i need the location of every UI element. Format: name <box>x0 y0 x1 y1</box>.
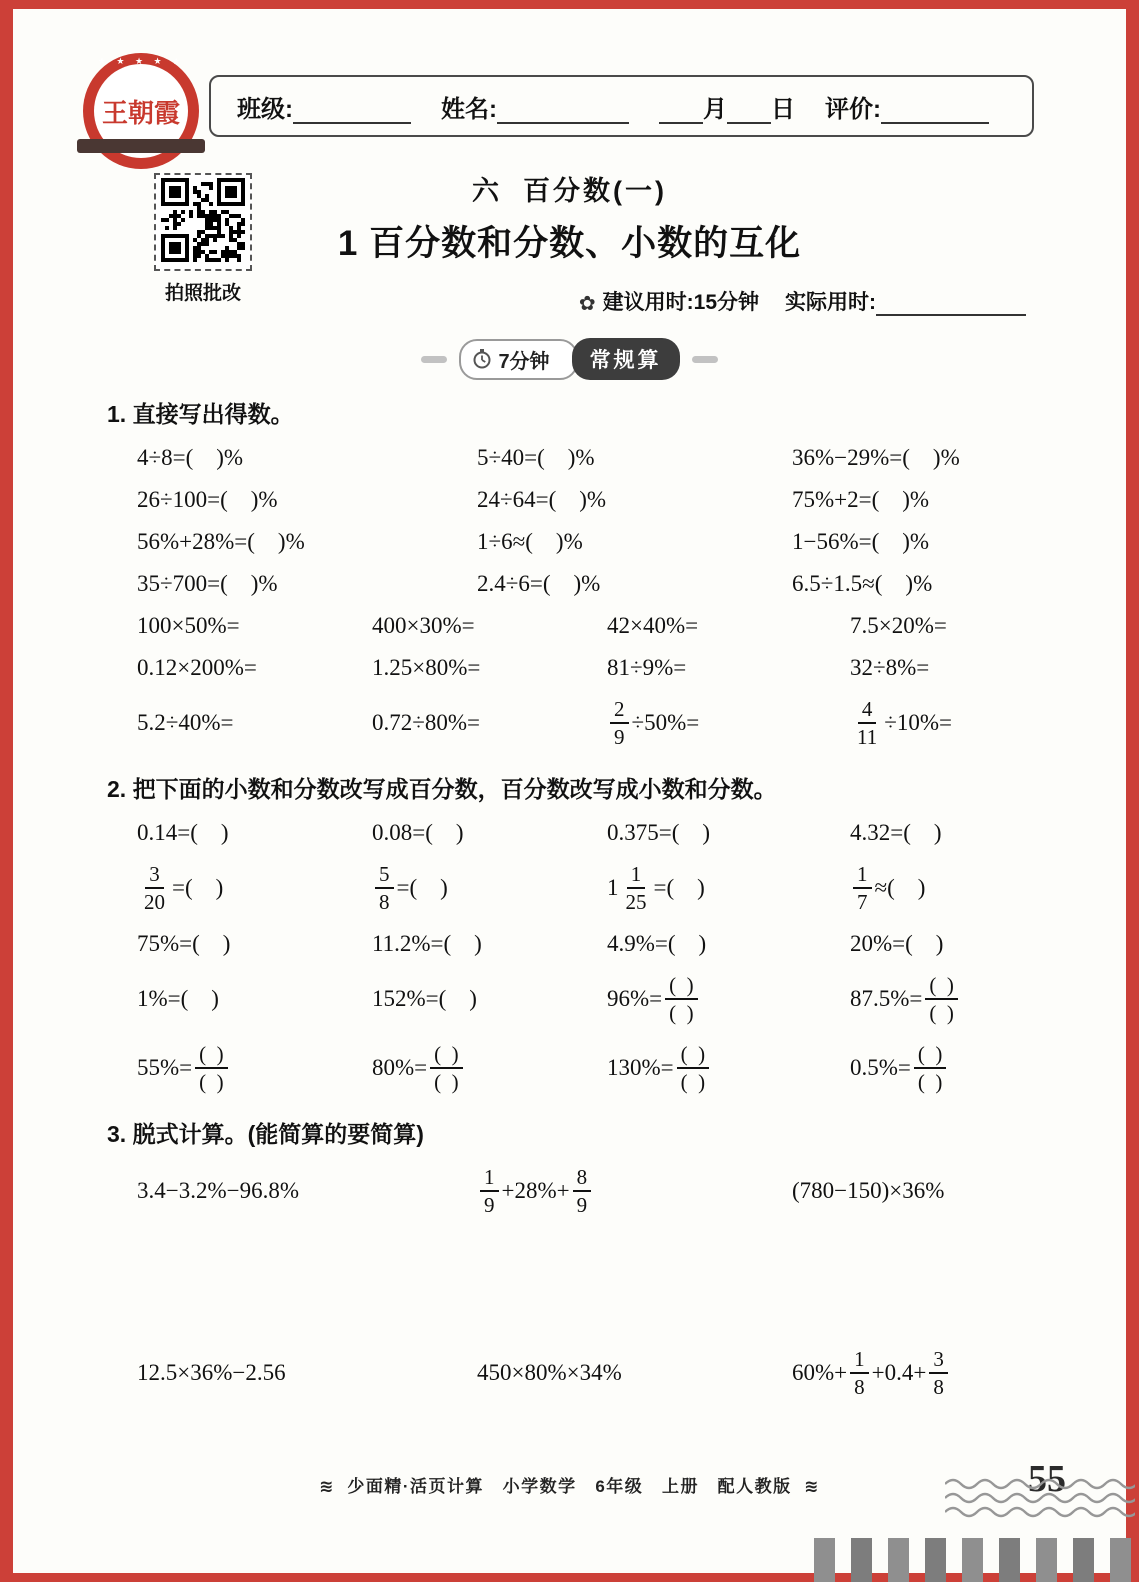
math-problem: 56%+28%=( )% <box>137 528 305 554</box>
math-problem: 26÷100=( )% <box>137 486 278 512</box>
unit-title: 六 百分数(一) <box>472 176 667 206</box>
math-problem: 1÷6≈( )% <box>477 528 583 554</box>
math-problem: 0.14=( ) <box>137 819 229 845</box>
calibration-bar <box>888 1538 909 1582</box>
decorative-bar <box>421 356 447 363</box>
logo-emblem <box>83 53 199 169</box>
math-problem: $\frac{1}{9}$ +28%+ $\frac{8}{9}$ <box>477 1165 792 1217</box>
math-problem: $\frac{2}{9}$ ÷50%= <box>607 697 850 749</box>
problem-section <box>107 1116 1090 1405</box>
problem-row <box>137 967 1090 1031</box>
math-problem: $\frac{4}{11}$ ÷10%= <box>850 697 1090 749</box>
problem-section <box>107 396 1090 755</box>
math-problem: 7.5×20%= <box>850 612 947 638</box>
wave-decoration <box>945 1476 1135 1524</box>
math-problem: 12.5×36%−2.56 <box>137 1360 286 1385</box>
math-problem: 75%+2=( )% <box>792 486 930 512</box>
calibration-bar <box>925 1538 946 1582</box>
problem-row <box>137 1036 1090 1100</box>
section-heading: 3. 脱式计算。(能简算的要简算) <box>107 1121 424 1147</box>
actual-time-blank <box>876 288 1026 316</box>
fraction: $\frac{( )}{( )}$ <box>914 1042 947 1094</box>
actual-time-label: 实际用时: <box>785 291 876 314</box>
math-problem: 35÷700=( )% <box>137 570 278 596</box>
print-calibration-bars <box>814 1538 1131 1582</box>
calibration-bar <box>1073 1538 1094 1582</box>
math-problem: 32÷8%= <box>850 654 930 680</box>
class-blank <box>293 96 411 124</box>
math-problem: $\frac{3}{20}$ =( ) <box>137 862 372 914</box>
math-problem: 4÷8=( )% <box>137 444 244 470</box>
math-problem: 42×40%= <box>607 612 699 638</box>
calibration-bar <box>1036 1538 1057 1582</box>
math-problem: 3.4−3.2%−96.8% <box>137 1178 300 1203</box>
calibration-bar <box>962 1538 983 1582</box>
problem-section <box>107 771 1090 1100</box>
fraction: $\frac{( )}{( )}$ <box>195 1042 228 1094</box>
stopwatch-icon <box>473 349 491 369</box>
page-number: 55 <box>1028 1458 1066 1500</box>
math-problem: 60%+ $\frac{1}{8}$ +0.4+ $\frac{3}{8}$ <box>792 1347 1090 1399</box>
page-content <box>13 9 1126 1573</box>
publisher-logo <box>77 53 205 187</box>
exercise-type-badge-row <box>13 338 1126 380</box>
math-problem: 80%= $\frac{( )}{( )}$ <box>372 1042 607 1094</box>
qr-block <box>151 173 255 305</box>
math-problem: 1%=( ) <box>137 986 219 1011</box>
math-problem: 4.32=( ) <box>850 819 942 845</box>
math-problem: 1.25×80%= <box>372 654 481 680</box>
math-problem: 130%= $\frac{( )}{( )}$ <box>607 1042 850 1094</box>
fraction: $\frac{3}{20}$ <box>144 861 165 914</box>
suggested-time-text: 建议用时:15分钟 <box>602 291 759 314</box>
math-problem: (780−150)×36% <box>792 1178 945 1203</box>
fraction: $\frac{4}{11}$ <box>857 696 878 749</box>
problem-row <box>137 691 1090 755</box>
problem-sections <box>13 396 1126 1405</box>
month-label: 月 <box>703 95 727 123</box>
math-problem: 96%= $\frac{( )}{( )}$ <box>607 973 850 1025</box>
fraction: $\frac{( )}{( )}$ <box>665 973 698 1025</box>
section-heading: 1. 直接写出得数。 <box>107 401 294 427</box>
problem-row <box>137 1341 1090 1405</box>
math-problem: 81÷9%= <box>607 654 687 680</box>
problem-row <box>137 649 1090 686</box>
book-footer: ≋ 少面精·活页计算 小学数学 6年级 上册 配人教版 ≋ <box>319 1477 820 1496</box>
problem-row <box>137 481 1090 518</box>
fraction: $\frac{( )}{( )}$ <box>677 1042 710 1094</box>
math-problem: 5.2÷40%= <box>137 710 234 735</box>
fraction: $\frac{8}{9}$ <box>573 1165 592 1217</box>
month-blank <box>659 96 703 124</box>
section-heading: 2. 把下面的小数和分数改写成百分数，百分数改写成小数和分数。 <box>107 776 777 802</box>
math-problem: 100×50%= <box>137 612 240 638</box>
math-problem: 75%=( ) <box>137 930 231 956</box>
problem-row <box>137 814 1090 851</box>
fraction: $\frac{( )}{( )}$ <box>430 1042 463 1094</box>
decorative-bar <box>692 356 718 363</box>
math-problem: 2.4÷6=( )% <box>477 570 601 596</box>
qr-caption: 拍照批改 <box>164 283 241 304</box>
math-problem: 20%=( ) <box>850 930 944 956</box>
math-problem: 0.375=( ) <box>607 819 711 845</box>
problem-row <box>137 523 1090 560</box>
flower-icon: ✿ <box>578 293 596 315</box>
calibration-bar <box>814 1538 835 1582</box>
student-info-header <box>209 75 1034 137</box>
math-problem: 400×30%= <box>372 612 475 638</box>
lesson-title: 1 百分数和分数、小数的互化 <box>337 224 802 263</box>
math-problem: 24÷64=( )% <box>477 486 607 512</box>
evaluation-label: 评价: <box>825 95 881 123</box>
math-problem: 0.5%= $\frac{( )}{( )}$ <box>850 1042 1090 1094</box>
math-problem: 87.5%= $\frac{( )}{( )}$ <box>850 973 1090 1025</box>
calibration-bar <box>1110 1538 1131 1582</box>
evaluation-blank <box>881 96 989 124</box>
class-label: 班级: <box>237 95 293 123</box>
problem-row <box>137 856 1090 920</box>
name-blank <box>497 96 629 124</box>
problem-row <box>137 925 1090 962</box>
problem-row <box>137 1159 1090 1223</box>
calibration-bar <box>999 1538 1020 1582</box>
math-problem: 1 $\frac{1}{25}$ =( ) <box>607 861 705 914</box>
math-problem: $\frac{5}{8}$ =( ) <box>372 862 607 914</box>
qr-code <box>154 173 252 271</box>
fraction: $\frac{1}{25}$ <box>625 861 647 914</box>
day-blank <box>727 96 771 124</box>
logo-brand-text: 王朝霞 <box>101 98 180 128</box>
logo-stars-icon: ★ ★ ★ ★ ★ <box>97 56 185 66</box>
math-problem: 4.9%=( ) <box>607 930 707 956</box>
fraction: $\frac{5}{8}$ <box>375 862 394 914</box>
math-problem: 5÷40=( )% <box>477 444 595 470</box>
problem-row <box>137 607 1090 644</box>
problem-row <box>137 439 1090 476</box>
qr-code-icon <box>161 178 245 262</box>
fraction: $\frac{( )}{( )}$ <box>925 973 958 1025</box>
fraction: $\frac{1}{8}$ <box>850 1347 869 1399</box>
fraction: $\frac{1}{7}$ <box>853 862 872 914</box>
math-problem: 0.12×200%= <box>137 654 257 680</box>
math-problem: 55%= $\frac{( )}{( )}$ <box>137 1042 372 1094</box>
math-problem: 11.2%=( ) <box>372 930 482 956</box>
math-problem: 36%−29%=( )% <box>792 444 960 470</box>
name-label: 姓名: <box>441 95 497 123</box>
math-problem: 6.5÷1.5≈( )% <box>792 570 933 596</box>
math-problem: 0.08=( ) <box>372 819 464 845</box>
math-problem: $\frac{1}{7}$ ≈( ) <box>850 862 1090 914</box>
fraction: $\frac{2}{9}$ <box>610 697 629 749</box>
logo-ribbon <box>77 139 205 153</box>
calibration-bar <box>851 1538 872 1582</box>
minutes-label: 7分钟 <box>498 350 550 373</box>
fraction: $\frac{1}{9}$ <box>480 1165 499 1217</box>
math-problem: 152%=( ) <box>372 986 477 1011</box>
day-label: 日 <box>771 95 795 123</box>
fraction: $\frac{3}{8}$ <box>929 1347 948 1399</box>
minutes-pill <box>459 339 577 380</box>
math-problem: 450×80%×34% <box>477 1360 622 1385</box>
problem-row <box>137 565 1090 602</box>
math-problem: 1−56%=( )% <box>792 528 930 554</box>
exercise-type-badge: 常规算 <box>572 338 680 380</box>
math-problem: 0.72÷80%= <box>372 710 481 735</box>
